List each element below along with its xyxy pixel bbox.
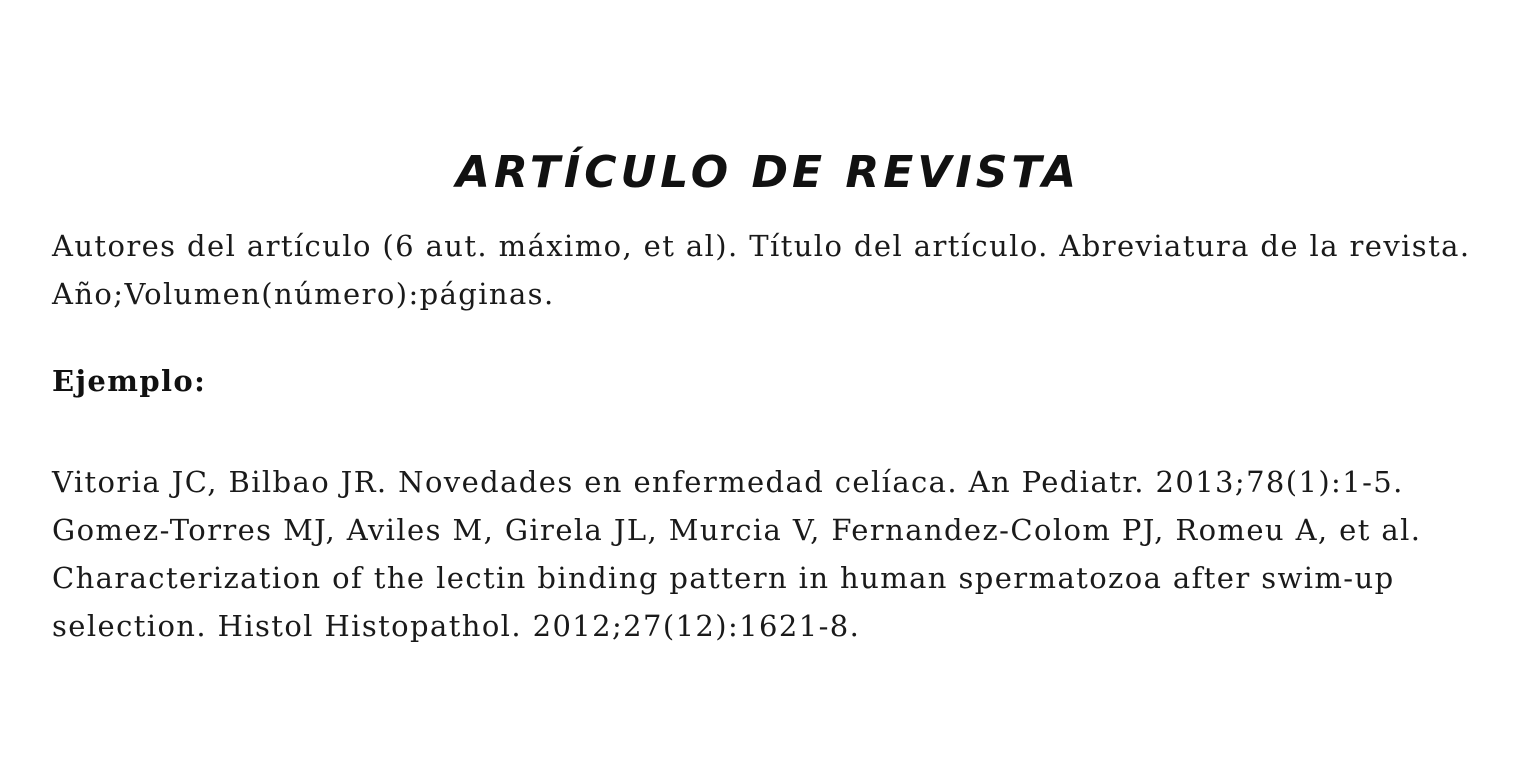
example-label: Ejemplo: (52, 364, 207, 398)
example-citation-text: Vitoria JC, Bilbao JR. Novedades en enfermedad celíaca. An Pediatr. 2013;78(1):1-5. Gomez-Torres MJ, Aviles M, Girela JL, Murcia V, Fernandez-Colom PJ, Romeu A, et al. Characterization of the lectin binding pattern in human spermatozoa after swim-up selection. Histol Histopathol. 2012;27(12):1621-8. (52, 465, 1422, 643)
citation-format-text: Autores del artículo (6 aut. máximo, et al). Título del artículo. Abreviatura de la revista. Año;Volumen(número):páginas. (52, 229, 1471, 311)
page-title: ARTÍCULO DE REVISTA (455, 147, 1081, 199)
